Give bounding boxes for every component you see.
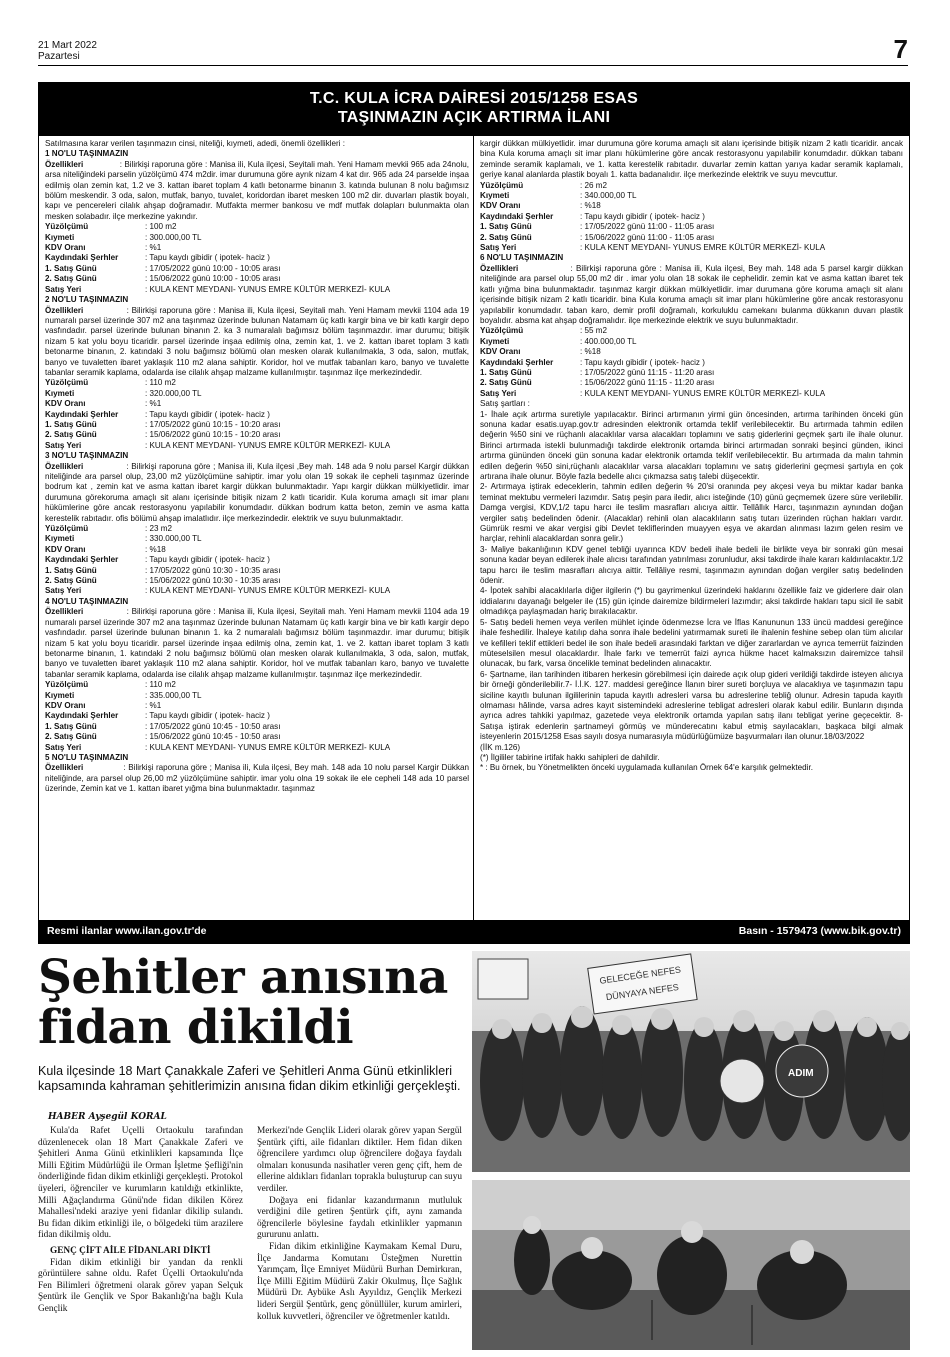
property-description xyxy=(45,306,469,379)
field-label: Yüzölçümü xyxy=(45,680,89,690)
condition-paragraph: 5- Satış bedeli hemen veya verilen mühlet içinde ödenmezse İcra ve İflas Kanununun 133 üncü maddesi gereğince ihale feshedilir. İhaleye katılıp daha sonra ihale bedelini yatırmamak sureti ile ihalenin feshine sebep olan tüm alıcılar ve kefilleri teklif ettikleri bedel ile son ihale bedeli arasındaki farktan ve diğer zararlardan ve ayrıca temerrüt faizinden müteselsilen mesul olacaklardır. İhale farkı ve temerrüt faizi ayrıca hükme hacet kalmaksızın dairemizce tahsil olunacak, bu fark, varsa öncelikle teminat bedelinden alınacaktır. xyxy=(480,617,903,669)
article-column-2 xyxy=(257,1126,462,1346)
page-header xyxy=(38,34,908,64)
field-label: 2. Satış Günü xyxy=(480,232,532,242)
notice-field-row xyxy=(45,545,469,555)
field-value: : 300.000,00 TL xyxy=(145,232,202,242)
field-value: : Tapu kaydı gibidir ( ipotek- haciz ) xyxy=(580,211,705,221)
condition-paragraph: 2- Artırmaya iştirak edeceklerin, tahmin edilen değerin % 20'si oranında pey akçesi veya bu miktar kadar banka teminat mektubu vermeleri lazımdır. Satış peşin para iledir, alıcı isteğinde (10) günü geçmemek üzere süre verilebilir. Damga vergisi, KDV,1/2 tapu harcı ile teslim masrafları alıcıya aittir. Tellâllık Harcı, taşınmazın aynından doğan vergiler satış bedelinden ödenir. (Alacaklar) rehinli olan alacaklıların satış tutarı üzerinden rüçhan hakları vardır. Gümrük resmi ve akar vergisi gibi Devlet tekliflerinden muayyen eşya ve akardan alınması lazım gelen resim ve harçlar, rehinli alacaklardan sonra gelir.) xyxy=(480,482,903,544)
notice-field-row xyxy=(45,378,469,388)
field-value: : 335.000,00 TL xyxy=(145,690,202,700)
field-value: : Bilirkişi raporuna göre ; Manisa ili, Kula ilçesi ,Bey mah. 148 ada 9 nolu parsel Kargir dükkan niteliğinde ara parsel olup, 23,00 m2 yüzölçümüne sahiptir. imar yolu olan 19 sokak ile cepheli taşınmaz üzerinde bodrum kat , zemin kat ve asma kattan ibaret kargir dükkan bulunmaktadır. Yapı kargir dükkan mülkiyetlidir. imar durumuna görekoruma amaçlı sit alanı içerisinde bitişik nizam 2 katlı ticaridir. Kula koruma amaçlı sit imar planı hükümlerine göre ancak restorasyonu yapılabilir konumdadır. dükkan bodrum katta beton, zemin ve asma katta kerestelik rabıtadır. ofis bölümü ahşap imalatlıdır. ilçe merkezindedir. elektrik ve suyu bulunmaktadır. xyxy=(45,461,469,523)
notice-field-row xyxy=(45,701,469,711)
field-value: : %18 xyxy=(580,347,601,357)
notice-field-row xyxy=(480,378,903,388)
article-spot: Kula ilçesinde 18 Mart Çanakkale Zaferi ve Şehitleri Anma Günü etkinlikleri kapsamında kahraman şehitlerimizin anısına fidan dikim etkinliği gerçekleşti. xyxy=(38,1064,461,1093)
field-value: : 100 m2 xyxy=(145,222,177,232)
notice-field-row xyxy=(45,253,469,263)
field-value: : Tapu kaydı gibidir ( ipotek- haciz ) xyxy=(145,409,270,419)
property-heading: 3 NO'LU TAŞINMAZIN xyxy=(45,451,129,461)
field-label: 2. Satış Günü xyxy=(45,576,97,586)
notice-field-row xyxy=(45,732,469,742)
notice-field-row xyxy=(480,358,903,368)
notice-left-column xyxy=(39,136,474,922)
notice-field-row xyxy=(45,389,469,399)
field-label: 1. Satış Günü xyxy=(45,419,97,429)
field-label: Yüzölçümü xyxy=(45,222,89,232)
property-heading: 1 NO'LU TAŞINMAZIN xyxy=(45,149,129,159)
field-label: Kıymeti xyxy=(480,191,510,201)
notice-field-row xyxy=(45,243,469,253)
field-label: KDV Oranı xyxy=(45,243,86,253)
field-value: : 55 m2 xyxy=(580,326,607,336)
field-value: : 17/05/2022 günü 11:00 - 11:05 arası xyxy=(580,222,715,232)
notice-field-row xyxy=(45,566,469,576)
conditions-title: Satış şartları : xyxy=(480,399,530,409)
field-value: : 340.000,00 TL xyxy=(580,191,637,201)
notice-field-row xyxy=(45,555,469,565)
condition-paragraph: 4- İpotek sahibi alacaklılarla diğer ilgilerin (*) bu gayrimenkul üzerindeki haklarını özellikle faiz ve giderlere dair olan iddialarını dayanağı belgeler ile (15) gün içinde dairemize bildirmeleri lazımdır; aksi takdirde hakları tapu sicil ile sabit olmadıkça paylaşmadan hariç bırakılacaktır. xyxy=(480,586,903,617)
field-value: : KULA KENT MEYDANI- YUNUS EMRE KÜLTÜR MERKEZİ- KULA xyxy=(580,243,826,253)
paragraph: Fidan dikim etkinliği bir yandan da renkli görüntülere sahne oldu. Rafet Üçelli Ortaokulu'nda Fen Bilimleri öğretmeni olarak görev yapan Selçuk Şentürk ile Gençlik ve Spor Bakanlığı'na bağlı Kula Gençlik xyxy=(38,1257,243,1314)
field-value: : Bilirkişi raporuna göre : Manisa ili, Kula ilçesi, Seyitali mah. Yeni Hamam mevkii 965 ada 24nolu, arsa niteliğindeki parselin yüzölçümü 474 m2dir. imar durumuna göre ayrık nizam 4 kat dır. 965 ada 24 parselde inşaa edilmiş olan zemin kat, 1.2 ve 3. kattan ibaret toplam 4 katlı betonarme binanın 3. katında bulunan 8 nolu bağımsız bölüm meskendir. 3 oda, salon, mutfak, banyo, tuvalet, koridordan ibaret mesken 100 m2 dir. duvarları plastik boyalı, kapı ve pencereleri cilalık ahşap doğramadır. Mutfakta mermer bankosu ve mdf mutfak dolapları bulunmakta olan mesken solabadır. ilçe merkezine yakındır. xyxy=(45,159,469,221)
field-label: Kaydındaki Şerhler xyxy=(480,357,554,367)
notice-field-row xyxy=(45,576,469,586)
field-label: Özellikleri xyxy=(480,263,519,273)
field-label: Özellikleri xyxy=(45,763,84,773)
notice-field-row xyxy=(480,201,903,211)
field-label: 1. Satış Günü xyxy=(45,721,97,731)
headline-line-1: Şehitler anısına xyxy=(38,950,448,1005)
article-subheading: GENÇ ÇİFT AİLE FİDANLARI DİKTİ xyxy=(50,1245,211,1256)
footnote: * : Bu örnek, bu Yönetmelikten önceki uygulamada kullanılan Örnek 64'e karşılık gelmektedir. xyxy=(480,763,813,773)
spacer xyxy=(83,607,126,616)
field-label: Kıymeti xyxy=(45,388,75,398)
notice-field-row xyxy=(45,399,469,409)
photo-planting-saplings xyxy=(472,1180,910,1350)
field-value: : 15/06/2022 günü 11:00 - 11:05 arası xyxy=(580,232,715,242)
field-value: : 17/05/2022 günü 10:45 - 10:50 arası xyxy=(145,721,281,731)
notice-field-row xyxy=(45,711,469,721)
property-heading: 5 NO'LU TAŞINMAZIN xyxy=(45,752,129,762)
photo-tree-planting-group xyxy=(472,951,910,1172)
spacer xyxy=(518,264,570,273)
field-label: Satış Yeri xyxy=(45,742,82,752)
notice-field-row xyxy=(45,285,469,295)
law-reference: (İİK m.126) xyxy=(480,742,521,752)
field-label: KDV Oranı xyxy=(480,347,521,357)
notice-field-row xyxy=(45,691,469,701)
paragraph: Merkezi'nde Gençlik Lideri olarak görev yapan Sergül Şentürk çifti, aile fidanları diktiler. Hem fidan diken öğrencilere yardımcı olup öğrencilere doğaya faydalı olmaları konusunda nasihatler veren genç çift, hem de ellerine aldıkları fidanları toprakla buluşturup can suyu verdiler. xyxy=(257,1126,462,1194)
field-label: 1. Satış Günü xyxy=(45,565,97,575)
property-description: kargir dükkan mülkiyetlidir. imar durumuna göre koruma amaçlı sit alanı içerisinde bitişik nizam 2 katlı ticaridir. ancak bina Kula koruma amaçlı sit imar planı hükümlerine göre ancak restorasyonu yapılabilir konumdadır. dükkan tabanı zeminde seramik kaplamalı, ve 1. katta kerestelik rabıtadır. duvarlar zemin kattan yarıya kadar seramik kaplamalı, geriye kanal alanlarda plastik boyalı 1. katta badanalıdır. ilçe merkezinde elektrik ve suyu mevcuttur. xyxy=(480,139,903,180)
field-label: Yüzölçümü xyxy=(480,326,524,336)
notice-field-row xyxy=(480,222,903,232)
field-label: Yüzölçümü xyxy=(480,180,524,190)
spacer xyxy=(83,462,126,471)
notice-field-row xyxy=(45,441,469,451)
notice-field-row xyxy=(45,222,469,232)
notice-title: T.C. KULA İCRA DAİRESİ 2015/1258 ESAS xyxy=(309,90,639,107)
field-label: Kıymeti xyxy=(45,232,75,242)
notice-field-row xyxy=(480,337,903,347)
field-value: : 15/06/2022 günü 10:00 - 10:05 arası xyxy=(145,274,281,284)
field-label: Kaydındaki Şerhler xyxy=(45,555,119,565)
field-value: : 17/05/2022 günü 11:15 - 11:20 arası xyxy=(580,367,715,377)
notice-field-row xyxy=(480,181,903,191)
property-description xyxy=(45,462,469,524)
field-label: Kıymeti xyxy=(45,690,75,700)
condition-paragraph: 3- Maliye bakanlığının KDV genel tebliği uyarınca KDV bedeli ihale bedeli ile birlikte veya bir sonraki gün mesai sonuna kadar beyan edilerek ihale alıcısı tarafından yatırılması zorunludur, aksi takdirde ihale kararı kaldırılacaktır.1/2 tapu harcı ile teslim masrafları alıcıya aittir. Tellâliye resmi, taşınmazın aynından doğan vergiler satış bedelinden ödenir. xyxy=(480,544,903,586)
field-value: : 400.000,00 TL xyxy=(580,336,637,346)
field-label: 2. Satış Günü xyxy=(480,378,532,388)
field-value: : 110 m2 xyxy=(145,378,176,388)
sign-text-1: GELECEĞE NEFES xyxy=(598,964,682,986)
notice-field-row xyxy=(45,680,469,690)
article-body xyxy=(38,1126,463,1346)
field-label: Kaydındaki Şerhler xyxy=(45,711,119,721)
notice-field-row xyxy=(45,534,469,544)
spacer xyxy=(83,306,126,315)
field-value: : KULA KENT MEYDANI- YUNUS EMRE KÜLTÜR MERKEZİ- KULA xyxy=(145,586,391,596)
condition-paragraph: 6- Şartname, ilan tarihinden itibaren herkesin görebilmesi için dairede açık olup gideri verildiği takdirde isteyen alıcıya bir örneği gönderilebilir.7- İ.İ.K. 127. maddesi gereğince İlanın birer sureti borçluya ve alacaklıya ve taşınmazın tapu siciline kayıtlı bulunan ilgililerinin tapuda kayıtlı adresleri varsa bu adreslerine tebliğ olunur. Adresin tapuda kayıtlı olmaması hâlinde, varsa adres kayıt sistemindeki adreslerine tebligat adresleri olarak kabul edilir. Bunların dışında ayrıca adres tahkiki yapılmaz, gazetede veya elektronik ortamda yapılan satış ilanı tebligat yerine geçecektir. 8- Satışa iştirak edenlerin şartnameyi görmüş ve münderecatını kabul etmiş sayılacakları, başkaca bilgi almak isteyenlerin 2015/1258 Esas sayılı dosya numarasıyla müdürlüğümüze başvurmaları ilan olunur.18/03/2022 xyxy=(480,669,903,742)
notice-field-row xyxy=(45,420,469,430)
field-label: KDV Oranı xyxy=(45,700,86,710)
notice-field-row xyxy=(480,243,903,253)
notice-field-row xyxy=(45,524,469,534)
notice-footer-left: Resmi ilanlar www.ilan.gov.tr'de xyxy=(47,925,207,937)
field-label: Satış Yeri xyxy=(45,440,82,450)
notice-right-column xyxy=(474,136,909,922)
property-description xyxy=(480,264,903,326)
spacer xyxy=(83,160,120,169)
field-value: : KULA KENT MEYDANI- YUNUS EMRE KÜLTÜR MERKEZİ- KULA xyxy=(145,742,391,752)
field-value: : %1 xyxy=(145,700,162,710)
field-label: Kıymeti xyxy=(480,336,510,346)
field-label: KDV Oranı xyxy=(480,201,521,211)
notice-field-row xyxy=(45,430,469,440)
field-value: : Bilirkişi raporuna göre : Manisa ili, Kula ilçesi, Seyitali mah. Yeni Hamam mevkii 1104 ada 19 numaralı parsel üzerinde 307 m2 ana taşınmaz üzerinde bulunan Natamam üç katlı kargir bina ve bir katlı kargir depo vasfındadır. parsel üzerinde bulunan binanın 1. ka 2 numaralalı bağımsız bölüm taşınmazdır. imar durumu; bitişik nizam 5 kat yolu boyu ticaridir. parsel üzerinde inşaa edilmiş olna, zemin kat, 1. ve 2. kattan ibaret toplam 3 katlı betonarme binanın, 1. katındaki 2 nolu bağımsız bölümü olan mesken olarak kullanılmakla, 3 oda, salon, mutfak, banyo ve tuvaletten ibaret yaklaşık 110 m2 alana sahiptir. Koridor, hol ve mutfak tabanları karo, banyo ve tuvalette tabanlar seramik kaplama, odalarda ise cilalık ahşap malzame kullanılmıştır. taşınmaz ilçe merkezindedir. xyxy=(45,607,470,679)
field-label: Satış Yeri xyxy=(45,586,82,596)
field-label: Satış Yeri xyxy=(45,284,82,294)
field-label: 1. Satış Günü xyxy=(480,222,532,232)
headline-line-2: fidan dikildi xyxy=(38,1000,354,1055)
notice-title-bar xyxy=(39,83,909,136)
field-label: Yüzölçümü xyxy=(45,524,89,534)
page-number: 7 xyxy=(893,34,908,64)
notice-field-row xyxy=(45,233,469,243)
field-value: : 330.000,00 TL xyxy=(145,534,202,544)
field-value: : KULA KENT MEYDANI- YUNUS EMRE KÜLTÜR MERKEZİ- KULA xyxy=(580,388,826,398)
field-label: 1. Satış Günü xyxy=(480,367,532,377)
field-value: : Tapu kaydı gibidir ( ipotek- haciz ) xyxy=(145,253,270,263)
field-value: : Tapu kaydı gibidir ( ipotek- haciz ) xyxy=(580,357,705,367)
field-value: : Tapu kaydı gibidir ( ipotek- haciz ) xyxy=(145,711,270,721)
field-label: 1. Satış Günü xyxy=(45,263,97,273)
article-byline xyxy=(48,1112,167,1122)
notice-field-row xyxy=(480,389,903,399)
field-value: : %18 xyxy=(145,544,166,554)
field-label: 2. Satış Günü xyxy=(45,732,97,742)
field-value: : %18 xyxy=(580,201,601,211)
notice-field-row xyxy=(45,264,469,274)
field-value: : Bilirkişi raporuna göre : Manisa ili, Kula ilçesi, Bey mah. 148 ada 5 parsel kargir dükkan niteliğinde ara parsel olup 55,00 m2 dir . imar yolu olan 18 sokak ile cephelidir. zemin kat ve asma kattan ibaret tek katlı yığma bina bulunmaktadır. taşınmaz kargir dükkan mülkiyetlidir. imar durumana göre koruma amaçlı sit alanı içerisinde bitişik nizam 2 katlı ticaridir. bina Kula koruma amaçlı sit imar planı hükümlerine göre ancak restorasyonu yapılabilir konumdadır. taban karo, demir profil doğramalı, korkuluklu camekanı bulanma dükkanın duvarı plastik boyalıdır. absma kat ahşap doğramalıdır. ilçe merkezinde elektrik ve suyu bulunmaktadır. xyxy=(480,263,903,325)
property-heading: 4 NO'LU TAŞINMAZIN xyxy=(45,596,129,606)
notice-columns xyxy=(39,136,909,922)
notice-subtitle: TAŞINMAZIN AÇIK ARTIRMA İLANI xyxy=(337,109,611,126)
notice-field-row xyxy=(45,274,469,284)
field-value: : Bilirkişi raporuna göre : Manisa ili, Kula ilçesi, Seyitali mah. Yeni Hamam mevkii 1104 ada 19 numaralı parsel üzerinde 307 m2 ana taşınmaz üzerinde bulunan Natamam üç katlı kargir bina ve bir katlı kargir depo vasfındadır. parsel üzerinde bulunan binanın 2. ka 3 numaralalı bağımsız bölüm taşınmazdır. imar durumu; bitişik nizam 5 kat yolu boyu ticaridir. parsel üzerinde inşaa edilmiş olna, zemin kat, 1. ve 2. kattan ibaret toplam 3 katlı betonarme binanın, 2. katındaki 3 nolu bağımsız bölümü olan mesken olarak kullanılmakla, 3 oda, salon, mutfak, banyo ve tuvaletten ibaret yaklaşık 110 m2 alana sahiptir. Koridor, hol ve mutfak tabanları karo, banyo ve tuvalette tabanlar seramik kaplama, odalarda ise cilalık ahşap malzame kullanılmıştır. taşınmaz ilçe merkezindedir. xyxy=(45,305,470,377)
property-description xyxy=(45,607,469,680)
issue-date xyxy=(38,40,97,62)
field-value: : 17/05/2022 günü 10:15 - 10:20 arası xyxy=(145,419,281,429)
field-value: : 15/06/2022 günü 10:30 - 10:35 arası xyxy=(145,576,281,586)
notice-field-row xyxy=(480,326,903,336)
byline-author: Ayşegül KORAL xyxy=(88,1112,167,1122)
field-label: Satış Yeri xyxy=(480,388,517,398)
notice-field-row xyxy=(480,347,903,357)
field-value: : Bilirkişi raporuna göre ; Manisa ili, Kula ilçesi, Bey mah. 148 ada 10 nolu parsel Kargir Dükkan niteliğinde, ara parsel olup 26,00 m2 yüzölçümüne sahiptir. imar yolu olna 19 sokak ile ele cepheli 148 ada 10 parsel üzerinde, Zemin kat ve 1. kattan ibaret yığma bina bulunmaktadır. taşınmaz xyxy=(45,763,469,794)
legal-notice xyxy=(38,82,910,944)
field-label: KDV Oranı xyxy=(45,544,86,554)
field-value: : KULA KENT MEYDANI- YUNUS EMRE KÜLTÜR MERKEZİ- KULA xyxy=(145,440,391,450)
group-photo xyxy=(472,951,910,1172)
property-heading: 2 NO'LU TAŞINMAZIN xyxy=(45,295,129,305)
field-label: Kaydındaki Şerhler xyxy=(45,253,119,263)
field-label: Yüzölçümü xyxy=(45,378,89,388)
field-label: Özellikleri xyxy=(45,159,84,169)
notice-footer-right: Basın - 1579473 (www.bik.gov.tr) xyxy=(738,925,901,937)
paragraph: Doğaya eni fidanlar kazandırmanın mutluluk verdiğini dile getiren Şentürk çift, aynı zamanda öğrencilerle böylesine faydalı etkinlikler yapmanın gururunu anlattı. xyxy=(257,1195,462,1241)
day-text: Pazartesi xyxy=(38,51,80,62)
field-label: Kaydındaki Şerhler xyxy=(45,409,119,419)
header-rule xyxy=(38,65,908,66)
property-description xyxy=(45,763,469,794)
field-label: Kıymeti xyxy=(45,534,75,544)
notice-field-row xyxy=(480,212,903,222)
sign-text-2: DÜNYAYA NEFES xyxy=(605,981,680,1003)
field-label: Özellikleri xyxy=(45,461,84,471)
field-value: : 15/06/2022 günü 10:15 - 10:20 arası xyxy=(145,430,281,440)
field-value: : 320.000,00 TL xyxy=(145,388,202,398)
field-label: 2. Satış Günü xyxy=(45,430,97,440)
notice-field-row xyxy=(45,586,469,596)
notice-field-row xyxy=(480,191,903,201)
field-label: Özellikleri xyxy=(45,305,84,315)
field-label: Kaydındaki Şerhler xyxy=(480,211,554,221)
badge-text: ADIM xyxy=(788,1068,814,1079)
article-column-1 xyxy=(38,1126,243,1346)
notice-field-row xyxy=(45,722,469,732)
byline-label: HABER xyxy=(48,1112,86,1122)
field-label: Satış Yeri xyxy=(480,243,517,253)
spacer xyxy=(83,763,123,772)
condition-paragraph: 1- İhale açık artırma suretiyle yapılacaktır. Birinci artırmanın yirmi gün öncesinden, artırma tarihinden önceki gün sonuna kadar esatis.uyap.gov.tr adresinden elektronik ortamda teklif verilebilecektir. Bu artırmada tahmin edilen değerin %50 sini ve rüçhanlı alacaklılar varsa alacakları toplamını ve satış giderlerini geçmek şartı ile ihale olunur. Birinci artırmada istekli bulunmadığı takdirde elektronik ortamda birinci artırmadan sonraki beşinci günden, ikinci artırma gününden önceki gün sonuna kadar elektronik ortamda teklif verilebilecektir. Bu artırmada da malın tahmin edilen değerin %50 sini,rüçhanlı alacaklılar varsa alacakları toplamını ve satış giderlerini geçmesi şartıyla en çok artırana ihale olunur. Böyle fazla bedelle alıcı çıkmazsa satış talebi düşecektir. xyxy=(480,409,903,481)
field-value: : 17/05/2022 günü 10:30 - 10:35 arası xyxy=(145,565,281,575)
field-value: : 110 m2 xyxy=(145,680,176,690)
field-value: : KULA KENT MEYDANI- YUNUS EMRE KÜLTÜR MERKEZİ- KULA xyxy=(145,284,391,294)
property-heading: 6 NO'LU TAŞINMAZIN xyxy=(480,253,564,263)
field-value: : 17/05/2022 günü 10:00 - 10:05 arası xyxy=(145,263,281,273)
paragraph: Kula'da Rafet Üçelli Ortaokulu tarafından düzenlenecek olan 18 Mart Çanakkale Zaferi ve Şehitleri Anma Günü etkinlikleri kapsamında İlçe Milli Eğitim Müdürlüğü ile Orman İşletme Şefliği'nin önderliğinde fidan dikim etkinliği gerçekleşti. Protokol üyeleri, öğrenciler ve kurumların katıldığı etkinlikte, Milli Ağaçlandırma Günü'nde fidan dikilen Körez Mahallesi'ndeki araziye yeni fidanlar dikilip sulandı. Bu fidan dikim etkinliği ile, o bölgedeki tüm arazilere fidan dikilmiş oldu. xyxy=(38,1126,243,1241)
property-description xyxy=(45,160,469,222)
notice-intro: Satılmasına karar verilen taşınmazın cinsi, niteliği, kıymeti, adedi, önemli özellikleri : xyxy=(45,139,346,148)
notice-field-row xyxy=(45,743,469,753)
notice-footer xyxy=(39,920,909,943)
notice-field-row xyxy=(45,410,469,420)
footnote: (*) İlgililer tabirine irtifak hakkı sahipleri de dahildir. xyxy=(480,752,660,762)
field-value: : 15/06/2022 günü 11:15 - 11:20 arası xyxy=(580,378,715,388)
notice-field-row xyxy=(480,233,903,243)
date-text: 21 Mart 2022 xyxy=(38,40,97,51)
field-label: 2. Satış Günü xyxy=(45,274,97,284)
notice-field-row xyxy=(480,368,903,378)
field-value: : %1 xyxy=(145,243,162,253)
planting-photo xyxy=(472,1180,910,1350)
field-label: Özellikleri xyxy=(45,607,84,617)
field-value: : Tapu kaydı gibidir ( ipotek- haciz ) xyxy=(145,555,270,565)
field-value: : 23 m2 xyxy=(145,524,172,534)
article-headline xyxy=(38,950,478,1055)
field-value: : 26 m2 xyxy=(580,180,607,190)
field-value: : %1 xyxy=(145,399,162,409)
paragraph: Fidan dikim etkinliğine Kaymakam Kemal Duru, İlçe Jandarma Komutanı Üsteğmen Nurettin Yarımçam, İlçe Emniyet Müdürü Burhan Demirkıran, İlçe Milli Eğitim Müdürü Zakir Okulmuş, İlçe Sağlık Müdürü Dr. Aybüke Aslı Ayyıldız, Gençlik Merkezi lideri Sergül Şentürk, genç gönüllüler, kurum amirleri, kolluk kuvvetleri, öğrenciler ve öğretmenler katıldı. xyxy=(257,1241,462,1322)
field-value: : 15/06/2022 günü 10:45 - 10:50 arası xyxy=(145,732,281,742)
field-label: KDV Oranı xyxy=(45,399,86,409)
